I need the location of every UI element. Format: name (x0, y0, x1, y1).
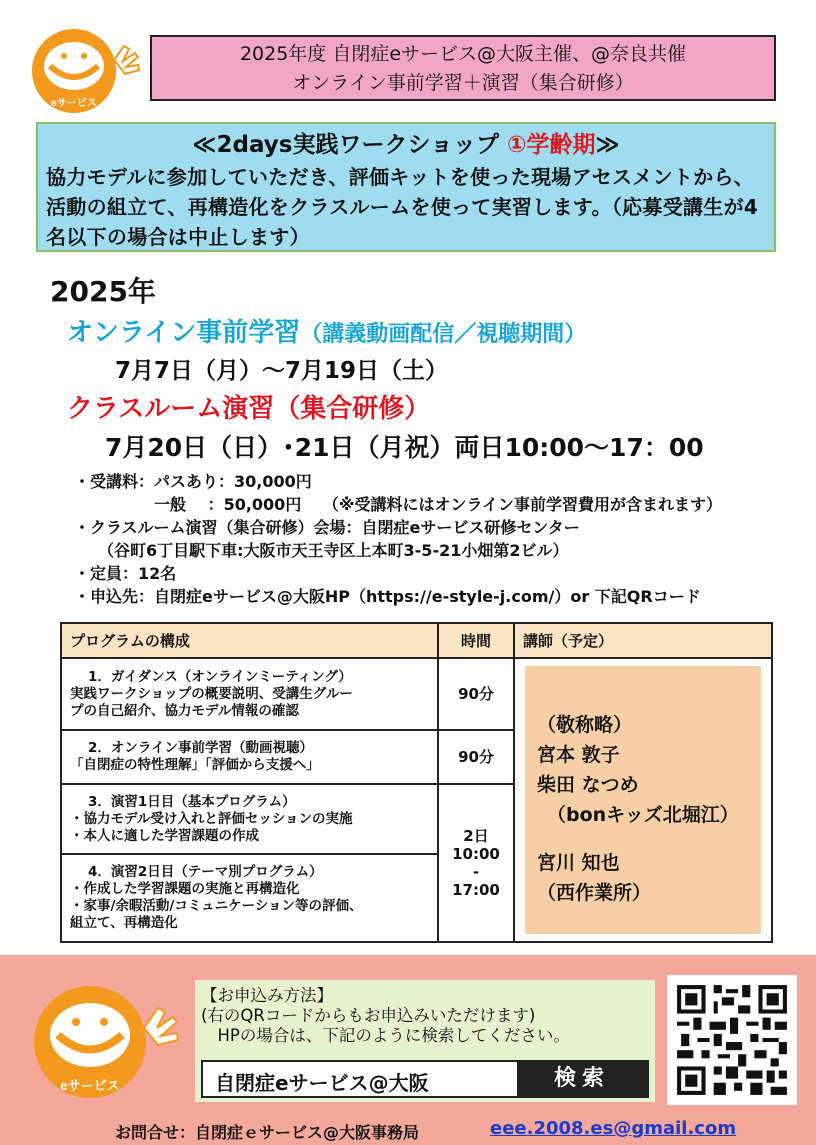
apply-instruction: HPの場合は、下記のように検索してください。 (201, 1026, 570, 1045)
program-item-1 (61, 658, 438, 730)
program-item-3 (61, 784, 438, 854)
eservice-logo-icon (30, 26, 142, 116)
eservice-logo-icon (20, 980, 190, 1100)
venue-line1: ・クラスルーム演習（集合研修）会場：自閉症eサービス研修センター (74, 518, 580, 537)
program-item-4 (61, 854, 438, 942)
time-cell-2: 90分 (438, 730, 514, 784)
lecturer-note: （敬称略） (537, 714, 633, 736)
time-cell-1: 90分 (438, 658, 514, 730)
search-input[interactable] (201, 1060, 649, 1098)
logo-text: eサービス (60, 1078, 120, 1093)
header-banner (150, 35, 776, 101)
venue-line2: （谷町6丁目駅下車:大阪市天王寺区上本町3-5-21小畑第2ビル） (74, 541, 569, 560)
program-item-line: 実践ワークショップの概要説明、受講生グルー (70, 685, 353, 702)
program-item-title: 3．演習1日目（基本プログラム） (88, 793, 296, 810)
time-end: 17:00 (452, 881, 500, 899)
workshop-box (36, 122, 776, 252)
program-item-title: 2．オンライン事前学習（動画視聴） (88, 740, 313, 756)
program-table (60, 622, 773, 943)
program-item-2 (61, 730, 438, 784)
table-row (61, 658, 772, 730)
apply-note: (右のQRコードからもお申込みいただけます) (201, 1006, 536, 1025)
lecturer-name: 宮本 敦子 (537, 744, 620, 766)
program-item-title: 4．演習2日目（テーマ別プログラム） (88, 864, 323, 880)
contact-text: お問合せ：自閉症ｅサービス@大阪事務局 (115, 1123, 420, 1142)
lecturer-cell (514, 658, 772, 942)
workshop-title-prefix: ≪2days実践ワークショップ (192, 132, 499, 158)
time-days: 2日 (463, 827, 489, 845)
logo-text: eサービス (51, 98, 97, 109)
workshop-title-suffix: ≫ (595, 132, 620, 158)
workshop-title (46, 128, 766, 162)
search-button[interactable]: 検索 (517, 1062, 647, 1096)
info-list (74, 470, 722, 608)
program-item-line: プの自己紹介、協力モデル情報の確認 (70, 702, 299, 719)
apply-heading: 【お申込み方法】 (201, 986, 333, 1005)
online-date: 7月7日（月）～7月19日（土） (115, 358, 449, 384)
time-dash: - (472, 863, 480, 881)
online-title (67, 312, 586, 349)
search-query-text: 自閉症eサービス@大阪 (215, 1071, 429, 1095)
workshop-description: 協力モデルに参加していただき、評価キットを使った現場アセスメントから、活動の組立て、再構造化をクラスルームを使って実習します。（応募受講生が4名以下の場合は中止します） (46, 165, 759, 249)
year-heading: 2025年 (50, 275, 156, 308)
qr-code-icon[interactable] (667, 975, 797, 1105)
qr-code-graphic (673, 981, 791, 1099)
capacity-line: ・定員：12名 (74, 564, 177, 583)
header-line2: オンライン事前学習＋演習（集合研修） (292, 72, 634, 94)
program-item-line: 組立て、再構造化 (70, 915, 178, 931)
fee-line2: 一般 ：50,000円 （※受講料にはオンライン事前学習費用が含まれます） (74, 495, 722, 514)
online-title-sub: （講義動画配信／視聴期間） (300, 322, 587, 347)
apply-line: ・申込先：自閉症eサービス@大阪HP（https://e-style-j.com/）or 下記QRコード (74, 587, 701, 606)
header-line1: 2025年度 自閉症eサービス@大阪主催、@奈良共催 (239, 43, 687, 65)
program-item-line: ・作成した学習課題の実施と再構造化 (70, 881, 300, 897)
lecturer-panel (525, 666, 761, 934)
apply-box (195, 980, 655, 1102)
workshop-title-red: ①学齢期 (507, 132, 596, 158)
lecturer-name: 柴田 なつめ (537, 774, 639, 796)
lecturer-spacer (537, 830, 749, 848)
classroom-date: 7月20日（日）･21日（月祝）両日10:00～17：00 (105, 433, 704, 462)
contact-email-link[interactable]: eee.2008.es@gmail.com (490, 1118, 737, 1139)
program-item-line: ・家事/余暇活動/コミュニケーション等の評価、 (70, 898, 363, 914)
program-item-line: ・協力モデル受け入れと評価セッションの実施 (70, 810, 353, 827)
lecturer-affiliation: （bonキッズ北堀江） (547, 804, 739, 826)
online-title-main: オンライン事前学習 (67, 318, 301, 348)
header-program: プログラムの構成 (61, 623, 438, 658)
header-time: 時間 (438, 623, 514, 658)
fee-line1: ・受講料：パスあり：30,000円 (74, 472, 312, 491)
lecturer-name: 宮川 知也 (537, 852, 620, 874)
header-lecturer: 講師（予定） (514, 623, 772, 658)
lecturer-affiliation: （西作業所） (537, 882, 652, 904)
program-item-line: ・本人に適した学習課題の作成 (70, 827, 259, 844)
program-item-line: 「自閉症の特性理解」「評価から支援へ」 (70, 757, 320, 773)
table-header-row (61, 623, 772, 658)
time-start: 10:00 (452, 845, 500, 863)
time-cell-3 (438, 784, 514, 942)
classroom-title: クラスルーム演習（集合研修） (67, 394, 431, 424)
program-item-title: 1．ガイダンス（オンラインミーティング） (88, 668, 352, 685)
